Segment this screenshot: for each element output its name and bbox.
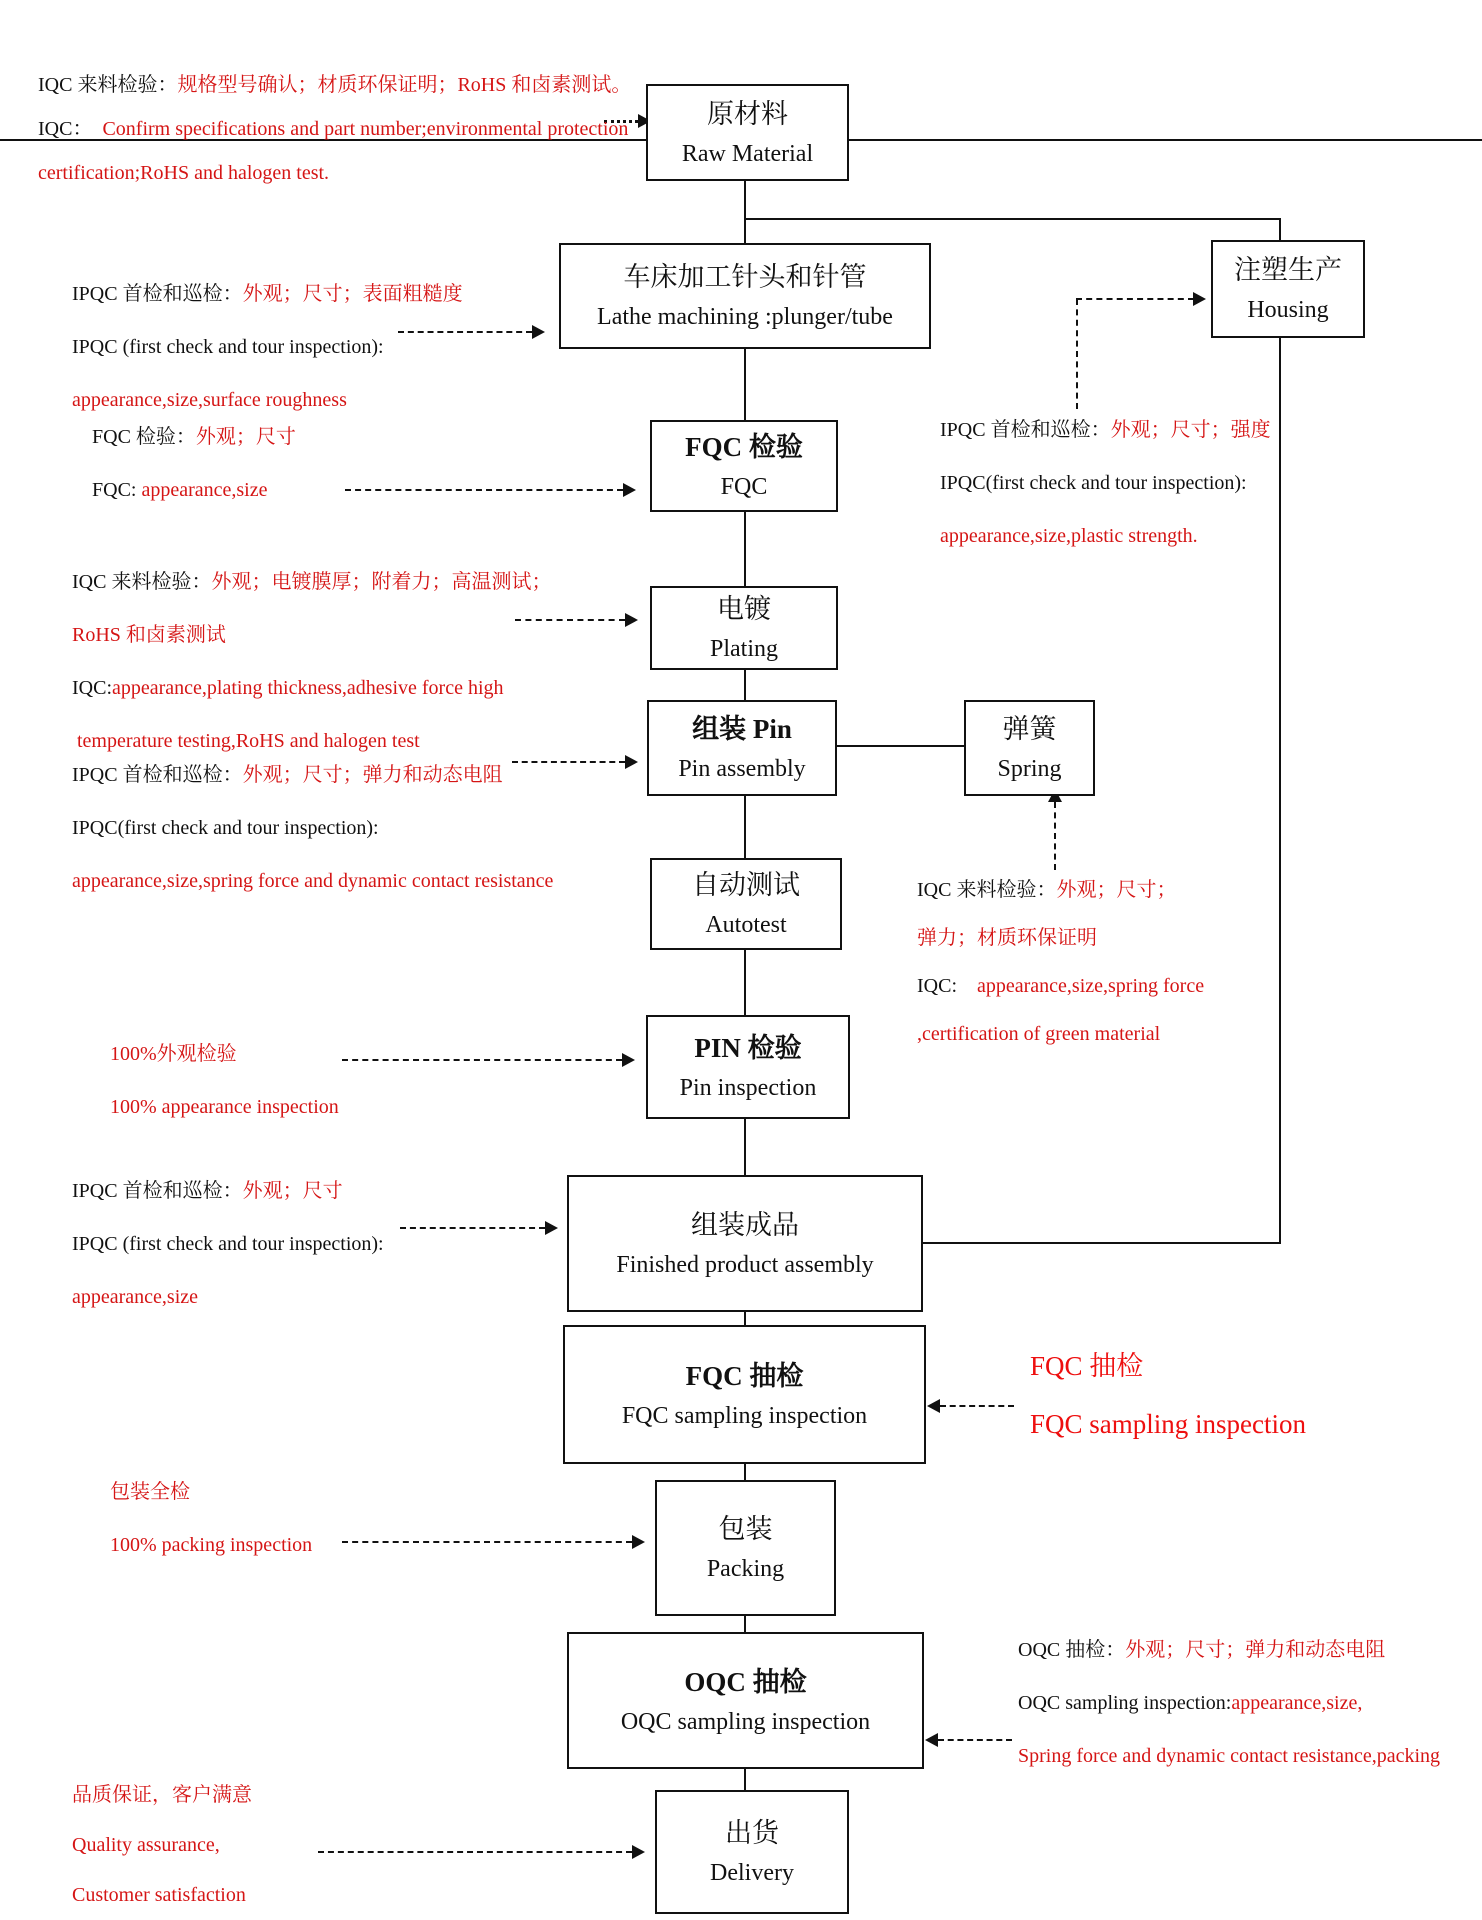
node-delivery: [655, 1790, 849, 1914]
node-oqc-zh: OQC 抽检: [684, 1666, 807, 1697]
node-assembly-en: Finished product assembly: [616, 1251, 874, 1278]
node-plating-en: Plating: [709, 636, 778, 662]
node-housing-zh: 注塑生产: [1234, 255, 1342, 285]
annotation-spring-iqc: IQC 来料检验：外观；尺寸； 弹力；材质环保证明 IQC: appearance,size,spring force ,certification of green material: [917, 879, 1205, 1045]
connector-pin-autotest: [744, 792, 746, 858]
node-autotest-zh: 自动测试: [692, 870, 800, 900]
annotation-pin-ipqc: IPQC 首检和巡检：外观；尺寸；弹力和动态电阻 IPQC(first check and tour inspection): appearance,size,spring force and dynamic contact resistance: [72, 764, 554, 892]
node-fqc-sampling-zh: FQC 抽检: [685, 1360, 804, 1391]
node-housing: [1211, 240, 1365, 338]
annotation-fqc-sampling-label: FQC 抽检 FQC sampling inspection: [1030, 1351, 1306, 1439]
node-lathe: [559, 243, 931, 349]
node-fqc-sampling-en: FQC sampling inspection: [621, 1402, 868, 1429]
node-lathe-en: Lathe machining :plunger/tube: [597, 304, 893, 330]
dashed-arrow-spring: [1054, 802, 1056, 870]
connector-plating-pin: [744, 666, 746, 700]
node-packing-zh: 包装: [718, 1514, 773, 1544]
dashed-arrow-assembly: [400, 1227, 545, 1229]
node-autotest: [650, 858, 842, 950]
node-plating-zh: 电镀: [717, 594, 771, 624]
node-pin-assembly-zh: 组装 Pin: [692, 714, 792, 744]
node-delivery-en: Delivery: [710, 1860, 794, 1886]
node-pin-inspection-en: Pin inspection: [679, 1075, 817, 1101]
annotation-fqc-check: FQC 检验：外观；尺寸 FQC: appearance,size: [92, 426, 296, 501]
connector-pininsp-assembly: [744, 1115, 746, 1175]
node-plating: [650, 586, 838, 670]
node-fqc: [650, 420, 838, 512]
node-oqc-en: OQC sampling inspection: [620, 1708, 871, 1735]
arrowhead-pin: [625, 755, 638, 769]
node-packing-en: Packing: [706, 1556, 785, 1582]
dashed-arrow-packing: [342, 1541, 632, 1543]
connector-pin-spring: [833, 745, 964, 747]
node-raw-material: [646, 84, 849, 181]
annotation-lathe-ipqc: IPQC 首检和巡检：外观；尺寸；表面粗糙度 IPQC (first check and tour inspection): appearance,size,surface roughness: [72, 283, 463, 411]
connector-branch-housing-v: [1279, 218, 1281, 240]
connector-lathe-fqc: [744, 345, 746, 420]
arrowhead-pininsp: [622, 1053, 635, 1067]
annotation-delivery-quality: 品质保证，客户满意 Quality assurance, Customer satisfaction: [72, 1784, 252, 1906]
node-assembly: [567, 1175, 923, 1312]
dashed-arrow-housing-h: [1076, 298, 1194, 300]
annotation-assembly-ipqc: IPQC 首检和巡检：外观；尺寸 IPQC (first check and tour inspection): appearance,size: [72, 1180, 384, 1308]
annotation-pin-inspection-100: 100%外观检验 100% appearance inspection: [110, 1043, 339, 1118]
node-pin-inspection-zh: PIN 检验: [694, 1033, 802, 1063]
arrowhead-oqc: [925, 1733, 938, 1747]
annotation-packing-check: 包装全检 100% packing inspection: [110, 1481, 313, 1556]
node-assembly-zh: 组装成品: [691, 1209, 799, 1240]
dashed-arrow-pininsp: [342, 1059, 622, 1061]
node-spring-en: Spring: [997, 756, 1062, 782]
dashed-arrow-fqc: [345, 489, 623, 491]
annotation-oqc-check: OQC 抽检：外观；尺寸；弹力和动态电阻 OQC sampling inspection:appearance,size, Spring force and dynamic contact resistance,packing: [1018, 1639, 1441, 1767]
connector-branch-housing-h: [745, 218, 1281, 220]
node-pin-inspection: [646, 1015, 850, 1119]
connector-fqc-plating: [744, 508, 746, 586]
node-raw-material-zh: 原材料: [707, 98, 788, 129]
arrowhead-delivery: [632, 1845, 645, 1859]
node-spring-zh: 弹簧: [1002, 714, 1057, 744]
arrowhead-fqc: [623, 483, 636, 497]
annotation-housing-ipqc: IPQC 首检和巡检：外观；尺寸；强度 IPQC(first check and tour inspection): appearance,size,plastic strength.: [940, 419, 1271, 547]
node-oqc: [567, 1632, 924, 1769]
dashed-arrow-oqc: [938, 1739, 1012, 1741]
arrowhead-plating: [625, 613, 638, 627]
node-delivery-zh: 出货: [725, 1818, 779, 1848]
node-lathe-zh: 车床加工针头和针管: [623, 262, 867, 292]
arrowhead-housing: [1193, 292, 1206, 306]
arrowhead-lathe: [532, 325, 545, 339]
node-raw-material-en: Raw Material: [681, 140, 814, 167]
node-fqc-zh: FQC 检验: [685, 432, 803, 462]
connector-housing-assembly: [919, 1242, 1281, 1244]
dashed-arrow-fqcsamp: [940, 1405, 1014, 1407]
annotation-raw-iqc: IQC 来料检验：规格型号确认；材质环保证明；RoHS 和卤素测试。 IQC： Confirm specifications and part number;environmental protection certification;RoHS and halogen test.: [38, 74, 632, 184]
node-fqc-sampling: [563, 1325, 926, 1464]
dashed-arrow-housing-v: [1076, 299, 1078, 409]
node-packing: [655, 1480, 836, 1616]
arrowhead-assembly: [545, 1221, 558, 1235]
node-spring: [964, 700, 1095, 796]
node-autotest-en: Autotest: [705, 912, 787, 938]
annotation-plating-iqc: IQC 来料检验：外观；电镀膜厚；附着力；高温测试； RoHS 和卤素测试 IQC:appearance,plating thickness,adhesive force high temperature testing,RoHS and halogen test: [72, 571, 552, 752]
node-housing-en: Housing: [1247, 297, 1329, 323]
arrowhead-fqcsamp: [927, 1399, 940, 1413]
node-fqc-en: FQC: [720, 474, 768, 500]
arrowhead-packing: [632, 1535, 645, 1549]
node-pin-assembly: [647, 700, 837, 796]
dashed-arrow-delivery: [318, 1851, 632, 1853]
connector-raw-lathe: [744, 177, 746, 243]
node-pin-assembly-en: Pin assembly: [678, 756, 806, 782]
connector-autotest-pininsp: [744, 946, 746, 1015]
connector-housing-down: [1279, 334, 1281, 1242]
